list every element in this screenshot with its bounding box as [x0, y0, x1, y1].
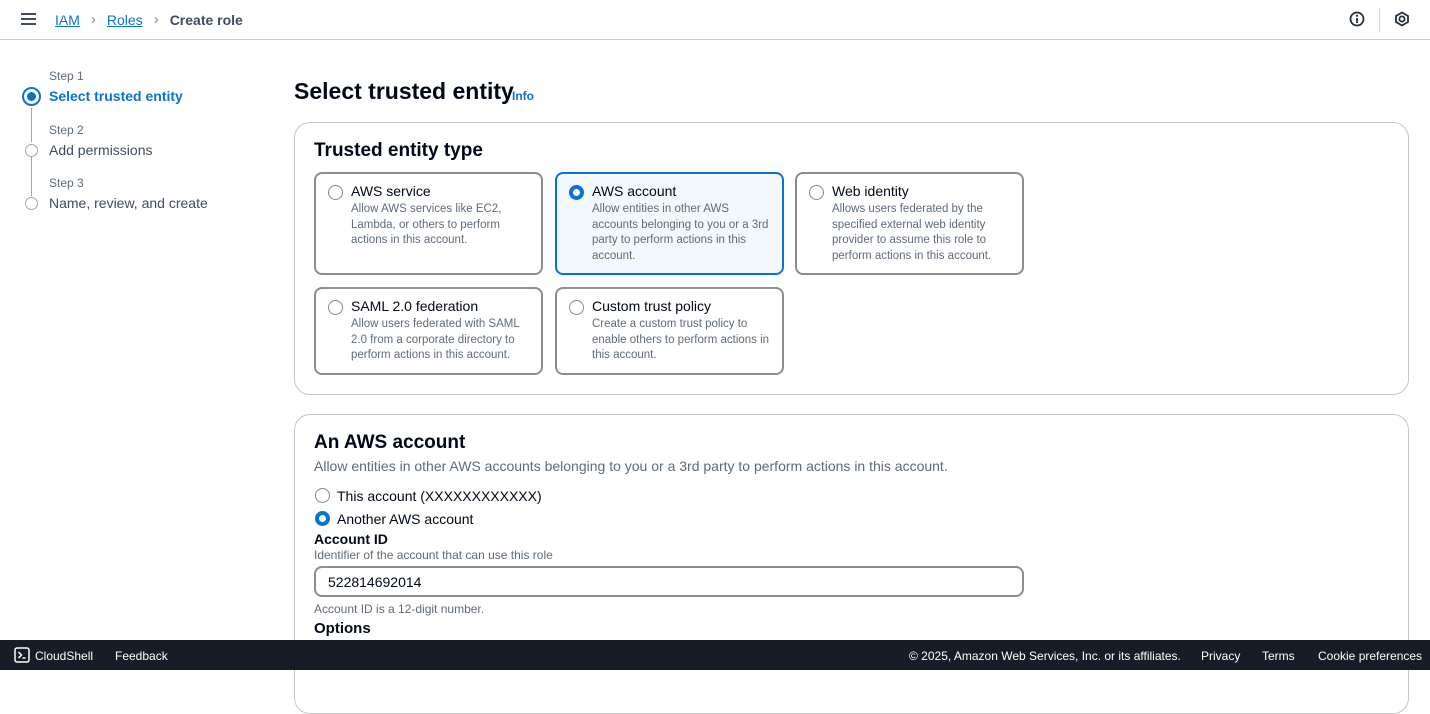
- breadcrumb-iam[interactable]: IAM: [55, 11, 80, 28]
- cloudshell-link[interactable]: CloudShell: [35, 649, 94, 663]
- header-divider: [1379, 8, 1380, 32]
- option-web-identity[interactable]: [795, 172, 1024, 275]
- section-title: An AWS account: [314, 432, 466, 453]
- option-description: Allow AWS services like EC2, Lambda, or others to perform actions in this account.: [351, 203, 502, 246]
- options-label: Options: [314, 620, 371, 637]
- radio-button[interactable]: [809, 185, 824, 200]
- step-indicator: [25, 144, 38, 157]
- chevron-right-icon: ›: [90, 11, 96, 28]
- menu-icon[interactable]: [21, 13, 36, 25]
- another-account-label[interactable]: Another AWS account: [337, 511, 474, 527]
- step-name: Add permissions: [49, 141, 153, 158]
- step-label: Step 2: [49, 122, 84, 137]
- this-account-label[interactable]: This account (XXXXXXXXXXXX): [337, 488, 542, 504]
- page-title: Select trusted entity: [294, 78, 514, 104]
- account-id-label: Account ID: [314, 531, 388, 547]
- radio-button[interactable]: [569, 300, 584, 315]
- step-indicator: [25, 197, 38, 210]
- option-title: SAML 2.0 federation: [351, 298, 479, 314]
- step-name: Name, review, and create: [49, 195, 208, 211]
- step-1[interactable]: [22, 68, 208, 122]
- option-aws-service[interactable]: [314, 172, 543, 275]
- option-title: Web identity: [832, 183, 909, 199]
- wizard-steps: [22, 68, 208, 229]
- footer: [0, 640, 1430, 670]
- step-indicator: [22, 87, 41, 106]
- option-title: AWS service: [351, 183, 431, 199]
- terms-link[interactable]: Terms: [1262, 649, 1295, 663]
- radio-this-account[interactable]: [315, 488, 330, 503]
- step-3: [22, 175, 208, 229]
- feedback-link[interactable]: Feedback: [115, 649, 168, 663]
- step-name: Select trusted entity: [49, 88, 183, 104]
- radio-button[interactable]: [328, 300, 343, 315]
- option-saml-federation[interactable]: [314, 287, 543, 375]
- step-2: [22, 122, 208, 176]
- option-description: Allow users federated with SAML 2.0 from a corporate directory to perform actions in this account.: [351, 318, 520, 361]
- step-label: Step 1: [49, 69, 84, 83]
- option-title: AWS account: [592, 183, 677, 199]
- trusted-entity-type-panel: [294, 122, 1409, 395]
- cookie-preferences-link[interactable]: Cookie preferences: [1318, 649, 1423, 663]
- cloudshell-icon[interactable]: [14, 647, 30, 663]
- option-title: Custom trust policy: [592, 298, 712, 314]
- option-aws-account[interactable]: [555, 172, 784, 275]
- privacy-link[interactable]: Privacy: [1201, 649, 1241, 663]
- radio-button-selected[interactable]: [569, 185, 584, 200]
- account-id-input[interactable]: [314, 566, 1024, 597]
- info-icon[interactable]: [1349, 11, 1365, 27]
- account-id-description: Identifier of the account that can use this role: [314, 548, 553, 562]
- breadcrumb: [55, 11, 243, 28]
- section-description: Allow entities in other AWS accounts belonging to you or a 3rd party to perform actions in this account.: [314, 458, 948, 474]
- step-label: Step 3: [49, 176, 84, 190]
- option-description: Create a custom trust policy to enable others to perform actions in this account.: [592, 318, 770, 361]
- account-id-hint: Account ID is a 12-digit number.: [314, 602, 485, 616]
- breadcrumb-current: Create role: [169, 11, 243, 28]
- option-description: Allows users federated by the specified external web identity provider to assume this role to perform actions in this account.: [832, 203, 992, 262]
- top-header: [0, 0, 1430, 40]
- breadcrumb-roles[interactable]: Roles: [106, 11, 143, 28]
- option-description: Allow entities in other AWS accounts belonging to you or a 3rd party to perform actions in this account.: [592, 203, 769, 262]
- chevron-right-icon: ›: [153, 11, 159, 28]
- radio-another-account[interactable]: [315, 511, 330, 526]
- section-title: Trusted entity type: [314, 140, 483, 161]
- notifications-icon[interactable]: [1394, 11, 1410, 27]
- info-link[interactable]: Info: [512, 89, 534, 103]
- option-custom-trust-policy[interactable]: [555, 287, 784, 375]
- copyright: © 2025, Amazon Web Services, Inc. or its affiliates.: [909, 649, 1181, 663]
- radio-button[interactable]: [328, 185, 343, 200]
